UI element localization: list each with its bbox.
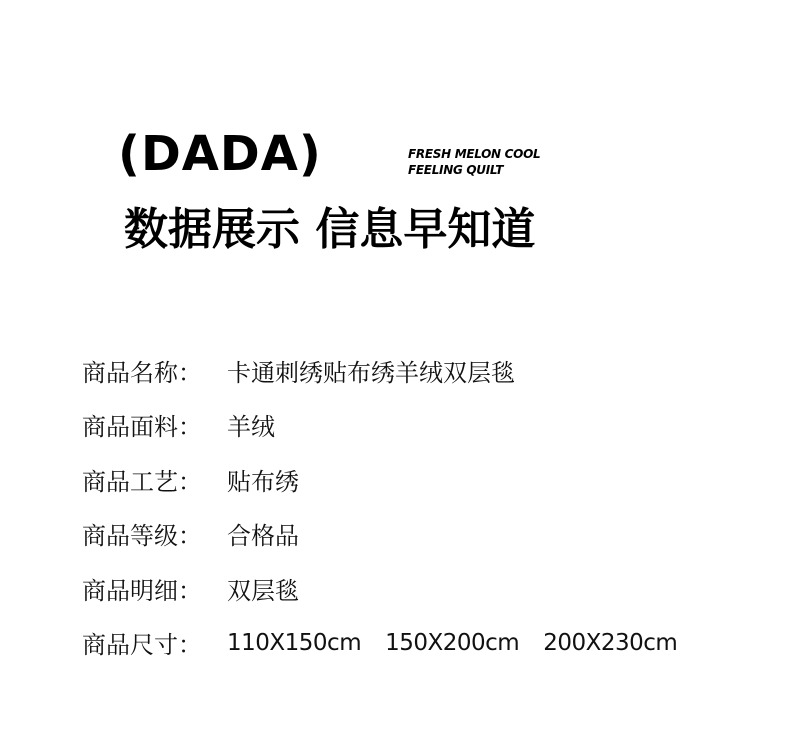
size-options bbox=[227, 630, 677, 656]
spec-value: 双层毯 bbox=[227, 576, 299, 605]
spec-label: 商品面料： bbox=[82, 413, 202, 442]
spec-label: 商品尺寸： bbox=[82, 631, 202, 660]
spec-value: 羊绒 bbox=[227, 413, 275, 442]
spec-row-fabric bbox=[82, 398, 677, 453]
size-option: 150X200cm bbox=[385, 629, 520, 656]
spec-row-grade bbox=[82, 507, 677, 562]
spec-value: 贴布绣 bbox=[227, 467, 299, 496]
spec-value: 合格品 bbox=[227, 522, 299, 551]
spec-label: 商品等级： bbox=[82, 522, 202, 551]
spec-value: 卡通刺绣贴布绣羊绒双层毯 bbox=[227, 358, 515, 387]
spec-label: 商品名称： bbox=[82, 358, 202, 387]
spec-row-name bbox=[82, 343, 677, 398]
tagline bbox=[408, 146, 540, 178]
spec-label: 商品明细： bbox=[82, 576, 202, 605]
tagline-line-2: FEELING QUILT bbox=[408, 163, 504, 177]
brand-logo-text: (DADA) bbox=[118, 126, 322, 182]
spec-row-detail bbox=[82, 561, 677, 616]
size-option: 200X230cm bbox=[543, 629, 678, 656]
tagline-line-1: FRESH MELON COOL bbox=[408, 147, 541, 161]
size-option: 110X150cm bbox=[227, 629, 362, 656]
page-headline: 数据展示 信息早知道 bbox=[124, 204, 536, 255]
spec-row-craft bbox=[82, 452, 677, 507]
spec-row-size bbox=[82, 616, 677, 671]
spec-list bbox=[82, 343, 677, 670]
spec-label: 商品工艺： bbox=[82, 467, 202, 496]
